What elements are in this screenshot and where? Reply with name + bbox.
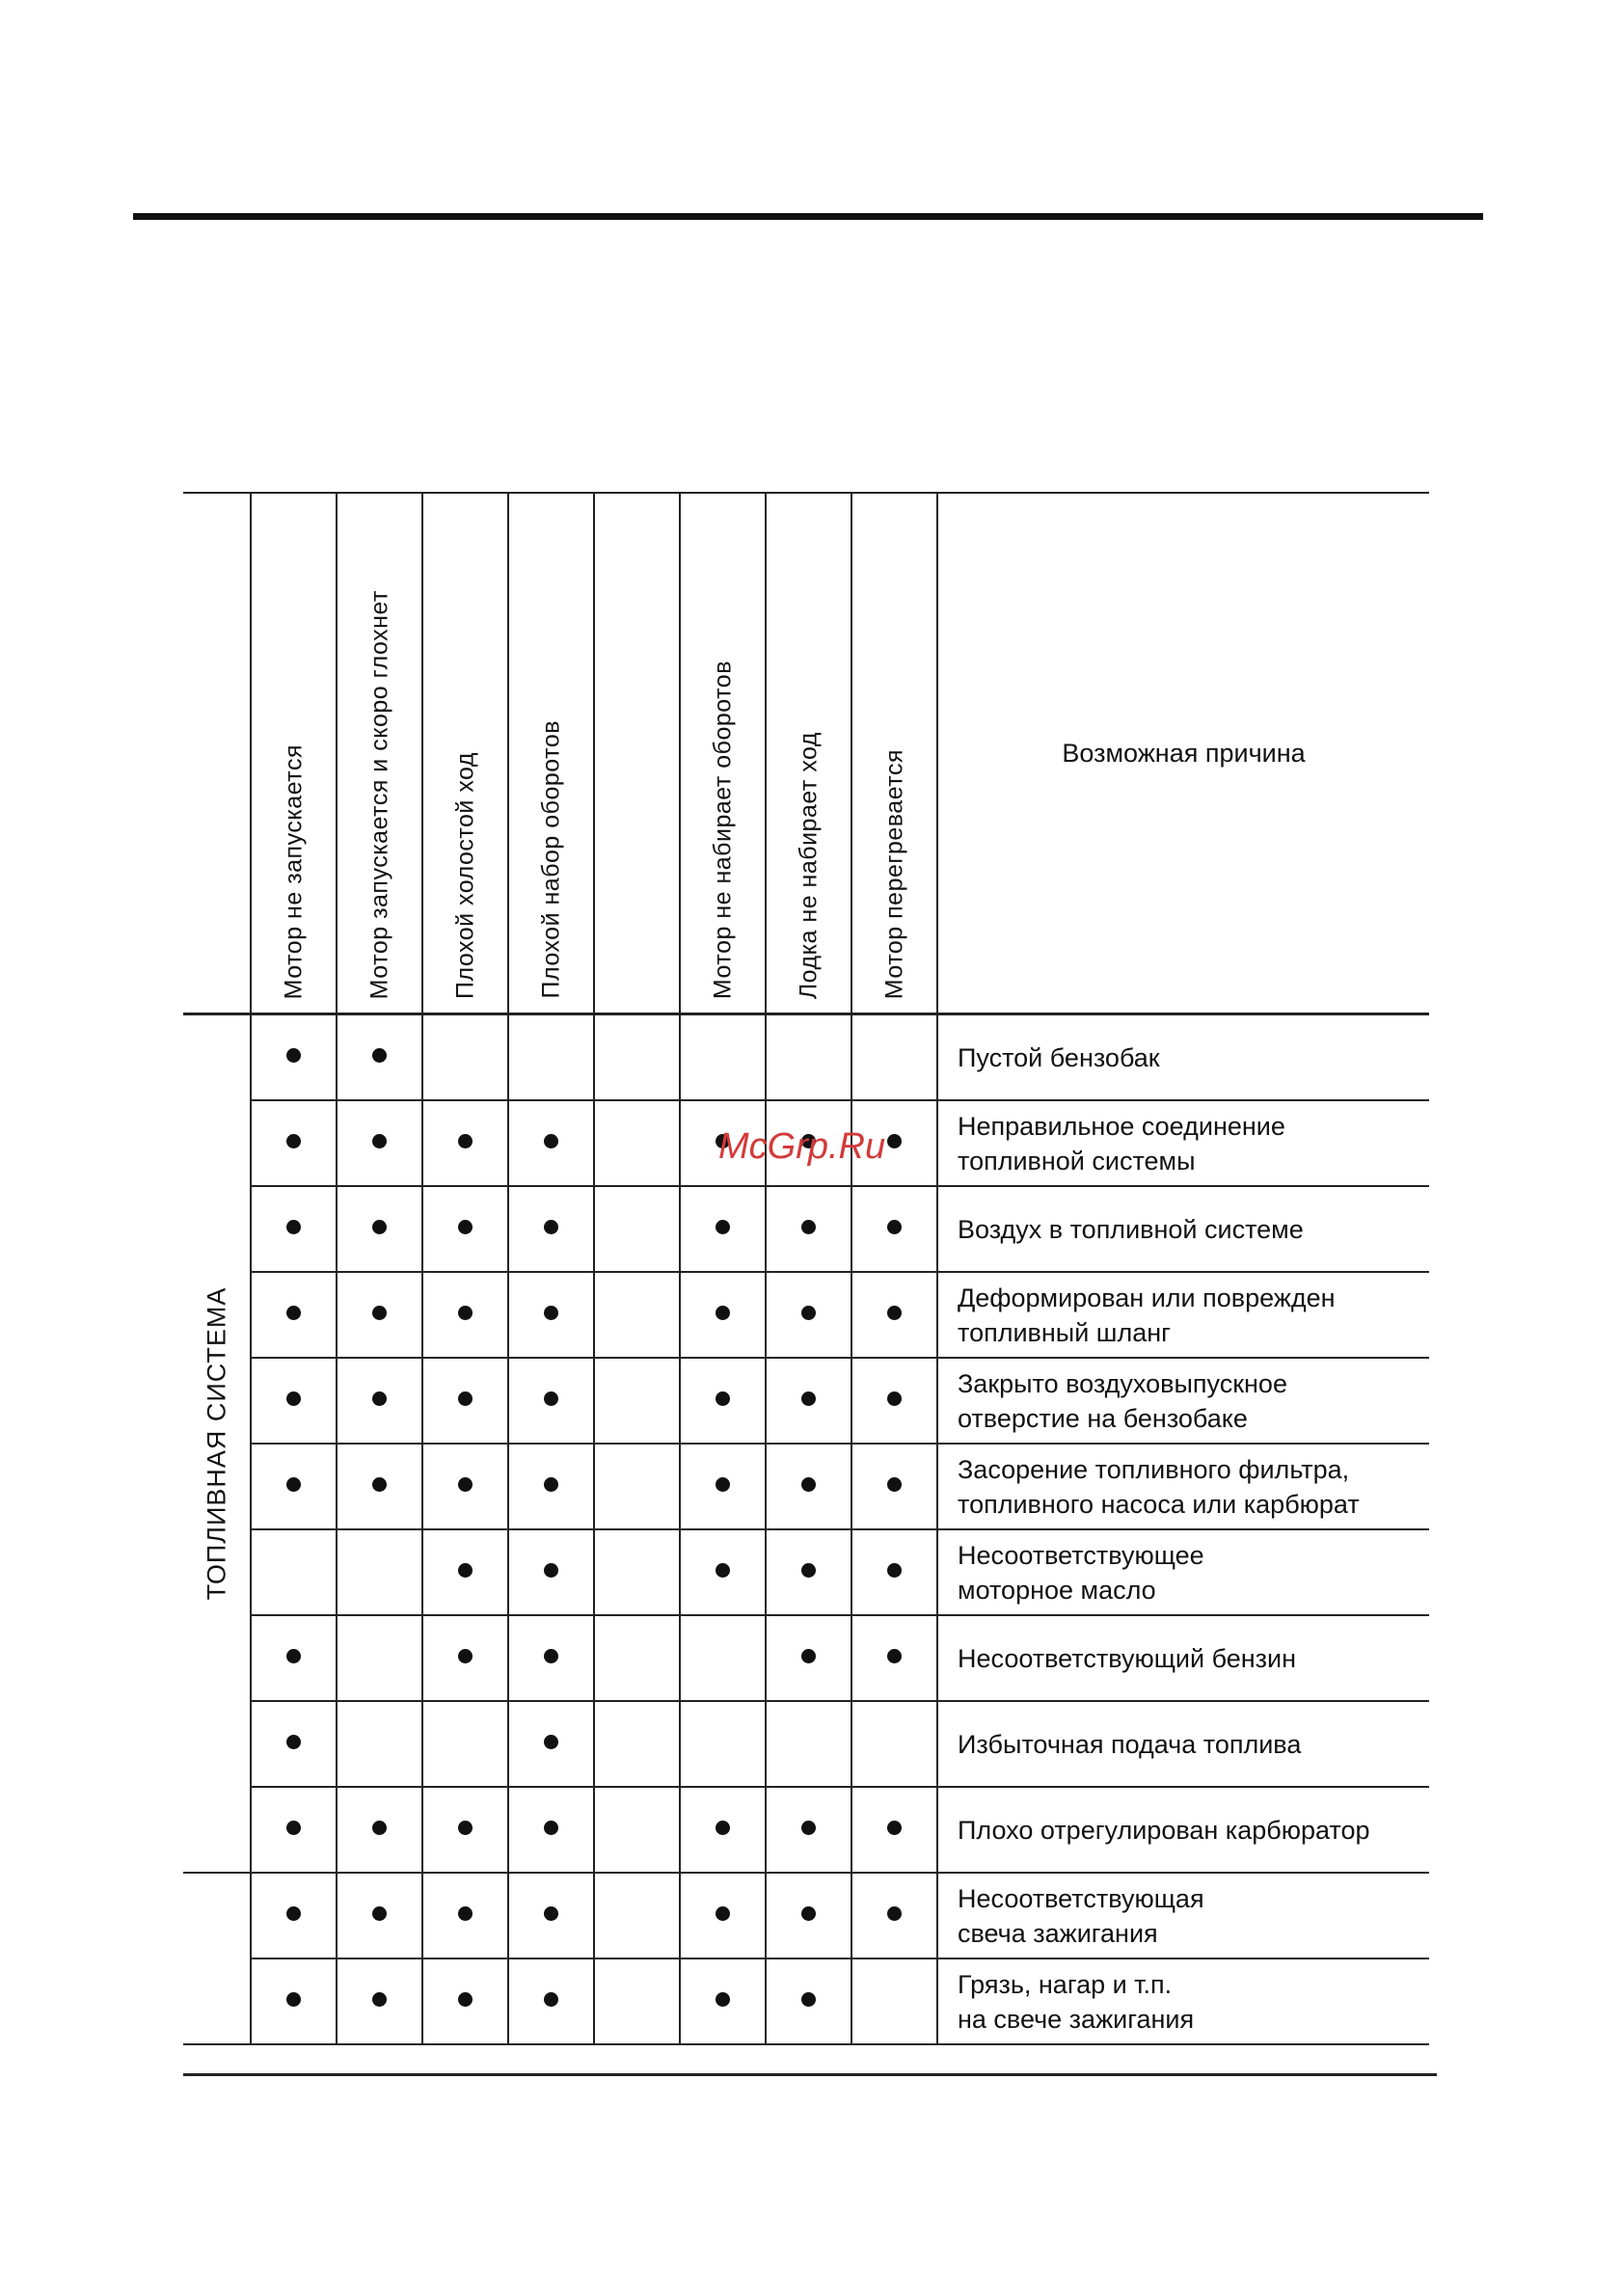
column-header-4 (508, 493, 594, 1014)
mark-cell (508, 1529, 594, 1615)
column-header-3 (422, 493, 508, 1014)
column-header-text: Мотор перегревается (880, 748, 907, 999)
bullet-dot-icon (716, 1477, 730, 1492)
table-row (183, 1529, 1429, 1615)
mark-cell (422, 1100, 508, 1186)
mark-cell (422, 1272, 508, 1358)
bottom-rule (183, 2073, 1437, 2076)
bullet-dot-icon (801, 1220, 816, 1234)
bullet-dot-icon (286, 1821, 301, 1835)
column-header-text: Плохой холостой ход (451, 752, 478, 999)
mark-cell (337, 1787, 422, 1873)
column-header-text: Лодка не набирает ход (795, 731, 822, 999)
bullet-dot-icon (372, 1048, 387, 1063)
mark-cell (766, 1272, 851, 1358)
bullet-dot-icon (716, 1821, 730, 1835)
bullet-dot-icon (887, 1821, 902, 1835)
mark-cell (594, 1014, 680, 1101)
mark-cell (422, 1529, 508, 1615)
bullet-dot-icon (716, 1992, 730, 2007)
bullet-dot-icon (716, 1220, 730, 1234)
cause-text: Воздух в топливной системе (937, 1186, 1429, 1272)
cause-header: Возможная причина (937, 493, 1429, 1014)
mark-cell (851, 1787, 937, 1873)
mark-cell (251, 1873, 337, 1958)
table-row (183, 1358, 1429, 1444)
bullet-dot-icon (801, 1563, 816, 1578)
mark-cell (680, 1787, 766, 1873)
mark-cell (508, 1701, 594, 1787)
group-label-cell (183, 1014, 251, 1874)
bullet-dot-icon (286, 1220, 301, 1234)
bullet-dot-icon (544, 1906, 558, 1921)
bullet-dot-icon (801, 1821, 816, 1835)
column-header-text: Мотор не запускается (280, 743, 307, 999)
bullet-dot-icon (887, 1134, 902, 1148)
table-body (183, 1014, 1429, 2045)
mark-cell (508, 1787, 594, 1873)
bullet-dot-icon (801, 1906, 816, 1921)
bullet-dot-icon (458, 1563, 473, 1578)
bullet-dot-icon (458, 1649, 473, 1663)
mark-cell (680, 1529, 766, 1615)
mark-cell (251, 1014, 337, 1101)
cause-text: Засорение топливного фильтра, топливного насоса или карбюрат (937, 1444, 1429, 1529)
bullet-dot-icon (544, 1992, 558, 2007)
bullet-dot-icon (544, 1134, 558, 1148)
mark-cell (508, 1014, 594, 1101)
table-row (183, 1272, 1429, 1358)
mark-cell (680, 1014, 766, 1101)
bullet-dot-icon (286, 1306, 301, 1320)
troubleshooting-table (183, 492, 1429, 2045)
mark-cell (508, 1958, 594, 2044)
bullet-dot-icon (372, 1391, 387, 1406)
column-header-text: Мотор запускается и скоро глохнет (365, 589, 392, 999)
table-row (183, 1014, 1429, 1101)
bullet-dot-icon (372, 1477, 387, 1492)
bullet-dot-icon (716, 1906, 730, 1921)
mark-cell (508, 1615, 594, 1701)
mark-cell (766, 1873, 851, 1958)
table-row (183, 1958, 1429, 2044)
mark-cell (680, 1272, 766, 1358)
mark-cell (851, 1958, 937, 2044)
mark-cell (680, 1186, 766, 1272)
cause-text: Избыточная подача топлива (937, 1701, 1429, 1787)
cause-text: Несоответствующий бензин (937, 1615, 1429, 1701)
mark-cell (508, 1358, 594, 1444)
bullet-dot-icon (286, 1649, 301, 1663)
mark-cell (766, 1444, 851, 1529)
mark-cell (422, 1873, 508, 1958)
mark-cell (851, 1701, 937, 1787)
mark-cell (766, 1358, 851, 1444)
bullet-dot-icon (286, 1048, 301, 1063)
group-header-cell (183, 493, 251, 1014)
table-row (183, 1873, 1429, 1958)
table-row (183, 1615, 1429, 1701)
bullet-dot-icon (372, 1992, 387, 2007)
mark-cell (594, 1444, 680, 1529)
mark-cell (851, 1358, 937, 1444)
cause-text: Несоответствующая свеча зажигания (937, 1873, 1429, 1958)
bullet-dot-icon (544, 1821, 558, 1835)
cause-text: Плохо отрегулирован карбюратор (937, 1787, 1429, 1873)
bullet-dot-icon (372, 1821, 387, 1835)
group-label: ТОПЛИВНАЯ СИСТЕМА (202, 1286, 230, 1601)
mark-cell (508, 1100, 594, 1186)
cause-text: Закрыто воздуховыпускное отверстие на бензобаке (937, 1358, 1429, 1444)
bullet-dot-icon (286, 1906, 301, 1921)
bullet-dot-icon (286, 1992, 301, 2007)
bullet-dot-icon (544, 1563, 558, 1578)
mark-cell (251, 1958, 337, 2044)
mark-cell (851, 1615, 937, 1701)
group-label-cell-empty (183, 1873, 251, 2044)
mark-cell (594, 1958, 680, 2044)
mark-cell (851, 1529, 937, 1615)
mark-cell (680, 1444, 766, 1529)
cause-text: Несоответствующее моторное масло (937, 1529, 1429, 1615)
mark-cell (680, 1701, 766, 1787)
mark-cell (766, 1615, 851, 1701)
mark-cell (422, 1444, 508, 1529)
mark-cell (251, 1272, 337, 1358)
column-header-2 (337, 493, 422, 1014)
mark-cell (508, 1272, 594, 1358)
bullet-dot-icon (286, 1391, 301, 1406)
bullet-dot-icon (801, 1306, 816, 1320)
mark-cell (251, 1186, 337, 1272)
mark-cell (337, 1529, 422, 1615)
mark-cell (422, 1701, 508, 1787)
bullet-dot-icon (716, 1391, 730, 1406)
mark-cell (251, 1529, 337, 1615)
bullet-dot-icon (544, 1220, 558, 1234)
cause-text: Пустой бензобак (937, 1014, 1429, 1101)
bullet-dot-icon (887, 1306, 902, 1320)
mark-cell (766, 1958, 851, 2044)
bullet-dot-icon (458, 1992, 473, 2007)
mark-cell (337, 1186, 422, 1272)
mark-cell (337, 1014, 422, 1101)
bullet-dot-icon (801, 1649, 816, 1663)
mark-cell (422, 1186, 508, 1272)
mark-cell (851, 1272, 937, 1358)
mark-cell (251, 1787, 337, 1873)
column-header-6 (680, 493, 766, 1014)
table-row (183, 1787, 1429, 1873)
bullet-dot-icon (458, 1220, 473, 1234)
bullet-dot-icon (458, 1306, 473, 1320)
mark-cell (594, 1186, 680, 1272)
cause-text: Неправильное соединение топливной системы (937, 1100, 1429, 1186)
mark-cell (851, 1014, 937, 1101)
mark-cell (680, 1615, 766, 1701)
mark-cell (766, 1529, 851, 1615)
bullet-dot-icon (887, 1220, 902, 1234)
mark-cell (680, 1958, 766, 2044)
bullet-dot-icon (286, 1735, 301, 1749)
bullet-dot-icon (458, 1391, 473, 1406)
cause-text: Деформирован или поврежден топливный шланг (937, 1272, 1429, 1358)
bullet-dot-icon (887, 1649, 902, 1663)
mark-cell (337, 1701, 422, 1787)
bullet-dot-icon (801, 1992, 816, 2007)
mark-cell (251, 1100, 337, 1186)
bullet-dot-icon (544, 1649, 558, 1663)
column-header-text: Плохой набор оборотов (537, 720, 564, 999)
bullet-dot-icon (458, 1477, 473, 1492)
bullet-dot-icon (286, 1477, 301, 1492)
mark-cell (337, 1873, 422, 1958)
mark-cell (337, 1444, 422, 1529)
mark-cell (594, 1529, 680, 1615)
mark-cell (851, 1873, 937, 1958)
mark-cell (422, 1358, 508, 1444)
mark-cell (422, 1615, 508, 1701)
bullet-dot-icon (716, 1306, 730, 1320)
mark-cell (251, 1701, 337, 1787)
mark-cell (851, 1444, 937, 1529)
bullet-dot-icon (372, 1134, 387, 1148)
cause-text: Грязь, нагар и т.п. на свече зажигания (937, 1958, 1429, 2044)
mark-cell (766, 1014, 851, 1101)
mark-cell (851, 1186, 937, 1272)
mark-cell (594, 1787, 680, 1873)
bullet-dot-icon (458, 1906, 473, 1921)
mark-cell (680, 1358, 766, 1444)
bullet-dot-icon (887, 1477, 902, 1492)
bullet-dot-icon (458, 1821, 473, 1835)
mark-cell (508, 1873, 594, 1958)
mark-cell (508, 1186, 594, 1272)
mark-cell (422, 1787, 508, 1873)
column-header-1 (251, 493, 337, 1014)
mark-cell (594, 1615, 680, 1701)
mark-cell (251, 1444, 337, 1529)
mark-cell (594, 1873, 680, 1958)
watermark: McGrp.Ru (718, 1126, 886, 1167)
bullet-dot-icon (716, 1563, 730, 1578)
bullet-dot-icon (887, 1391, 902, 1406)
mark-cell (422, 1958, 508, 2044)
mark-cell (251, 1358, 337, 1444)
bullet-dot-icon (372, 1306, 387, 1320)
mark-cell (337, 1615, 422, 1701)
mark-cell (766, 1186, 851, 1272)
mark-cell (594, 1358, 680, 1444)
bullet-dot-icon (887, 1563, 902, 1578)
bullet-dot-icon (544, 1735, 558, 1749)
header-row (183, 493, 1429, 1014)
top-rule (133, 213, 1483, 220)
mark-cell (766, 1701, 851, 1787)
bullet-dot-icon (887, 1906, 902, 1921)
column-header-8 (851, 493, 937, 1014)
bullet-dot-icon (286, 1134, 301, 1148)
mark-cell (337, 1100, 422, 1186)
bullet-dot-icon (801, 1391, 816, 1406)
bullet-dot-icon (801, 1477, 816, 1492)
bullet-dot-icon (372, 1220, 387, 1234)
table-row (183, 1444, 1429, 1529)
mark-cell (422, 1014, 508, 1101)
bullet-dot-icon (544, 1477, 558, 1492)
mark-cell (594, 1701, 680, 1787)
mark-cell (594, 1272, 680, 1358)
table-row (183, 1701, 1429, 1787)
bullet-dot-icon (458, 1134, 473, 1148)
mark-cell (680, 1873, 766, 1958)
mark-cell (337, 1358, 422, 1444)
bullet-dot-icon (544, 1306, 558, 1320)
bullet-dot-icon (372, 1906, 387, 1921)
bullet-dot-icon (544, 1391, 558, 1406)
column-header-7 (766, 493, 851, 1014)
mark-cell (251, 1615, 337, 1701)
mark-cell (337, 1958, 422, 2044)
mark-cell (766, 1787, 851, 1873)
column-header-text: Мотор не набирает оборотов (709, 660, 736, 999)
column-header-5 (594, 493, 680, 1014)
mark-cell (337, 1272, 422, 1358)
mark-cell (594, 1100, 680, 1186)
mark-cell (508, 1444, 594, 1529)
table-row (183, 1186, 1429, 1272)
